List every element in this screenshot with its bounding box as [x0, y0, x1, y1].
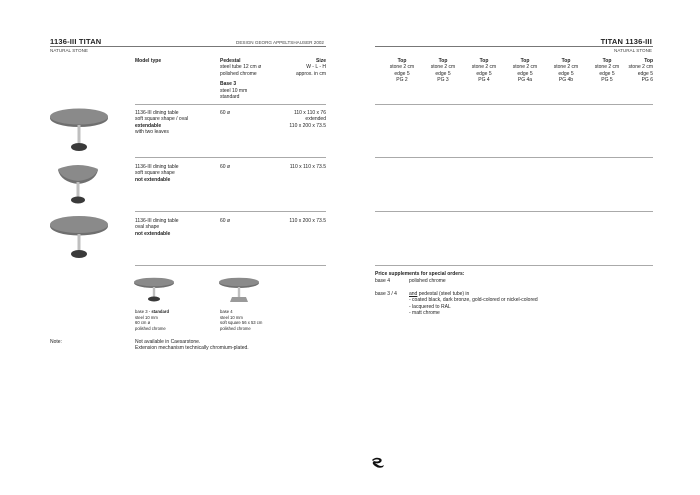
supplement-row1-label: base 4 — [375, 278, 391, 284]
base-line2: standard — [220, 94, 240, 101]
table-oval-extendable-illustration — [48, 106, 110, 154]
pedestal-title: Pedestal — [220, 58, 241, 64]
supplement-option-matt-chrome: - matt chrome — [409, 310, 440, 317]
product-extendable: not extendable — [135, 230, 171, 237]
top-col-7 — [613, 58, 653, 84]
top-col-edge: edge 5 — [599, 70, 615, 77]
row-divider — [135, 157, 326, 158]
row-divider — [375, 157, 653, 158]
base-4-label: base 4 — [220, 309, 233, 314]
right-page-title: TITAN 1136-III — [600, 37, 652, 46]
product-3-size: 110 x 200 x 73.5 — [289, 218, 326, 224]
top-col-pg: PG 6 — [641, 77, 653, 84]
product-2-description — [135, 164, 179, 183]
top-col-title: Top — [644, 58, 653, 64]
top-col-pg: PG 4b — [558, 77, 574, 84]
size-line1: W - L - H — [306, 64, 326, 71]
product-2-pedestal: 60 ø — [220, 164, 231, 170]
top-col-edge: edge 5 — [394, 70, 410, 77]
product-name: 1136-III dining table — [135, 218, 179, 224]
top-col-pg: PG 3 — [437, 77, 449, 84]
supplement-option-coated: - coated black, dark bronze, gold-colored or nickel-colored — [409, 297, 538, 304]
top-col-edge: edge 5 — [517, 70, 533, 77]
supplement-option-lacquered: - lacquered to RAL — [409, 303, 451, 310]
supplement-and-emphasis: and — [409, 291, 418, 297]
product-extendable: not extendable — [135, 176, 171, 183]
base-4-description — [220, 309, 262, 331]
top-col-pg: PG 2 — [396, 77, 408, 84]
top-col-material: stone 2 cm — [594, 64, 620, 71]
design-credit: DESIGN GEORG APPELTSHAUSER 2002 — [236, 40, 324, 45]
size-title: Size — [315, 58, 326, 64]
row-divider — [135, 104, 326, 105]
top-col-material: stone 2 cm — [512, 64, 538, 71]
row-divider — [375, 104, 653, 105]
row-divider — [375, 211, 653, 212]
product-1-size — [266, 110, 326, 129]
base-4-size: soft square 56 x 53 cm — [220, 320, 263, 326]
header-rule-right — [375, 46, 653, 47]
top-col-edge: edge 5 — [558, 70, 574, 77]
top-col-title: Top — [520, 58, 530, 64]
row-divider — [375, 265, 653, 266]
base-4-finish: polished chrome — [220, 325, 251, 331]
supplement-row2-label: base 3 / 4 — [375, 291, 397, 297]
product-2-size: 110 x 110 x 73.5 — [289, 164, 326, 170]
product-name: 1136-III dining table — [135, 110, 179, 116]
product-leaves: with two leaves — [135, 129, 169, 136]
base-4-material: steel 10 mm — [220, 314, 243, 320]
top-col-2 — [423, 58, 463, 84]
table-soft-square-illustration — [55, 160, 101, 206]
base-title: Base 3 — [220, 81, 237, 88]
note-line1: Not available in Caesarstone. — [135, 339, 201, 345]
supplement-row2-text — [409, 291, 538, 317]
product-extendable: extendable — [135, 122, 162, 129]
product-1-pedestal: 60 ø — [220, 110, 231, 116]
product-shape: oval shape — [135, 224, 160, 231]
top-col-title: Top — [479, 58, 489, 64]
left-material-label: NATURAL STONE — [50, 48, 88, 53]
base-line1: steel 10 mm — [220, 87, 248, 94]
top-col-material: stone 2 cm — [471, 64, 497, 71]
base-3-finish: polished chrome — [135, 325, 166, 331]
top-col-edge: edge 5 — [637, 70, 653, 77]
top-col-pg: PG 4a — [517, 77, 533, 84]
product-name: 1136-III dining table — [135, 164, 179, 170]
base-3-description — [135, 309, 169, 331]
table-oval-illustration — [48, 213, 110, 261]
size-heading-block — [276, 58, 326, 77]
right-material-label: NATURAL STONE — [614, 48, 652, 53]
top-col-1 — [382, 58, 422, 84]
top-col-title: Top — [438, 58, 448, 64]
size-extended-label: extended — [305, 116, 326, 123]
size-line2: approx. in cm — [295, 70, 326, 77]
top-col-material: stone 2 cm — [553, 64, 579, 71]
top-col-material: stone 2 cm — [628, 64, 653, 71]
supplement-row1-text: polished chrome — [409, 278, 446, 284]
pedestal-heading-block — [220, 58, 261, 100]
top-col-pg: PG 5 — [601, 77, 613, 84]
pedestal-line1: steel tube 12 cm ø — [220, 64, 262, 71]
note-text — [135, 339, 249, 352]
brand-logo-icon — [371, 457, 385, 468]
note-line2: Extension mechanism technically chromium-plated. — [135, 345, 249, 352]
supplements-title: Price supplements for special orders: — [375, 271, 465, 277]
base-3-size: 60 cm ø — [135, 320, 151, 326]
size-extended-value: 110 x 200 x 73.5 — [289, 122, 326, 129]
model-type-heading: Model type — [135, 58, 162, 64]
pedestal-line2: polished chrome — [220, 70, 257, 77]
top-col-title: Top — [561, 58, 571, 64]
left-page-title: 1136-III TITAN — [50, 37, 102, 46]
row-divider — [135, 265, 326, 266]
base-3-material: steel 10 mm — [135, 314, 158, 320]
base-3-label: base 3 - — [135, 309, 151, 314]
product-3-pedestal: 60 ø — [220, 218, 231, 224]
product-shape: soft square shape / oval — [135, 116, 189, 123]
header-rule-left — [50, 46, 326, 47]
top-col-material: stone 2 cm — [389, 64, 415, 71]
top-col-pg: PG 4 — [478, 77, 490, 84]
product-shape: soft square shape — [135, 170, 175, 177]
product-3-description — [135, 218, 179, 237]
base-3-title-line — [135, 309, 169, 315]
top-col-edge: edge 5 — [435, 70, 451, 77]
base-3-illustration — [132, 277, 176, 305]
top-col-4 — [505, 58, 545, 84]
note-label: Note: — [50, 339, 62, 345]
top-col-5 — [546, 58, 586, 84]
top-col-material: stone 2 cm — [430, 64, 456, 71]
top-col-title: Top — [602, 58, 612, 64]
product-1-description — [135, 110, 188, 136]
size-value: 110 x 110 x 76 — [293, 110, 326, 116]
top-col-title: Top — [397, 58, 407, 64]
supplement-pedestal-text: pedestal (steel tube) in — [418, 291, 470, 297]
top-col-3 — [464, 58, 504, 84]
row-divider — [135, 211, 326, 212]
base-3-standard: standard — [151, 309, 169, 314]
base-4-illustration — [217, 277, 261, 305]
top-col-edge: edge 5 — [476, 70, 492, 77]
